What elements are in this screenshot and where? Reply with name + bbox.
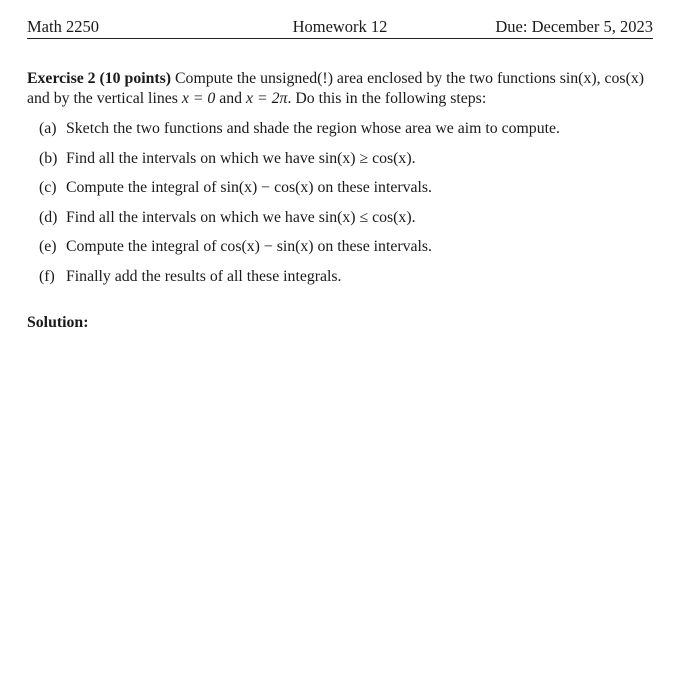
step-text: Find all the intervals on which we have sin(x) ≤ cos(x). <box>66 208 416 226</box>
vertical-line-2: x = 2π <box>246 90 288 107</box>
page-header <box>27 14 653 39</box>
function-sin: sin(x) <box>559 70 597 87</box>
exercise-title: Exercise 2 (10 points) <box>27 70 172 87</box>
step-item <box>39 208 639 238</box>
step-item <box>39 149 639 179</box>
step-label: (c) <box>39 179 57 197</box>
course-name: Math 2250 <box>27 17 99 36</box>
step-item <box>39 267 639 297</box>
step-text: Finally add the results of all these integrals. <box>66 267 342 285</box>
assignment-title: Homework 12 <box>292 17 388 36</box>
step-text: Sketch the two functions and shade the region whose area we aim to compute. <box>66 120 560 137</box>
step-label: (d) <box>39 208 58 226</box>
step-text: Compute the integral of sin(x) − cos(x) on these intervals. <box>66 179 433 197</box>
exercise-prompt-part2: and by the vertical lines <box>27 90 178 107</box>
solution-label: Solution: <box>27 314 89 331</box>
step-label: (f) <box>39 267 55 285</box>
step-label: (e) <box>39 238 57 256</box>
steps-list <box>39 119 639 297</box>
function-cos: cos(x) <box>604 70 644 87</box>
step-label: (a) <box>39 120 57 137</box>
due-date: Due: December 5, 2023 <box>495 17 653 36</box>
exercise-prompt-part3: . Do this in the following steps: <box>287 90 487 107</box>
step-text: Compute the integral of cos(x) − sin(x) on these intervals. <box>66 238 433 256</box>
exercise-prompt-part1: Compute the unsigned(!) area enclosed by the two functions <box>175 70 556 87</box>
step-item <box>39 178 639 208</box>
exercise-statement: Exercise 2 (10 points) Compute the unsigned(!) area enclosed by the two functions sin(x), cos(x) and by the vertical lines x = 0 and x = 2π. Do this in the following steps: <box>27 70 644 107</box>
step-item <box>39 119 639 149</box>
step-label: (b) <box>39 149 58 167</box>
step-text: Find all the intervals on which we have sin(x) ≥ cos(x). <box>66 149 416 167</box>
step-item <box>39 237 639 267</box>
vertical-line-1: x = 0 <box>181 90 216 107</box>
